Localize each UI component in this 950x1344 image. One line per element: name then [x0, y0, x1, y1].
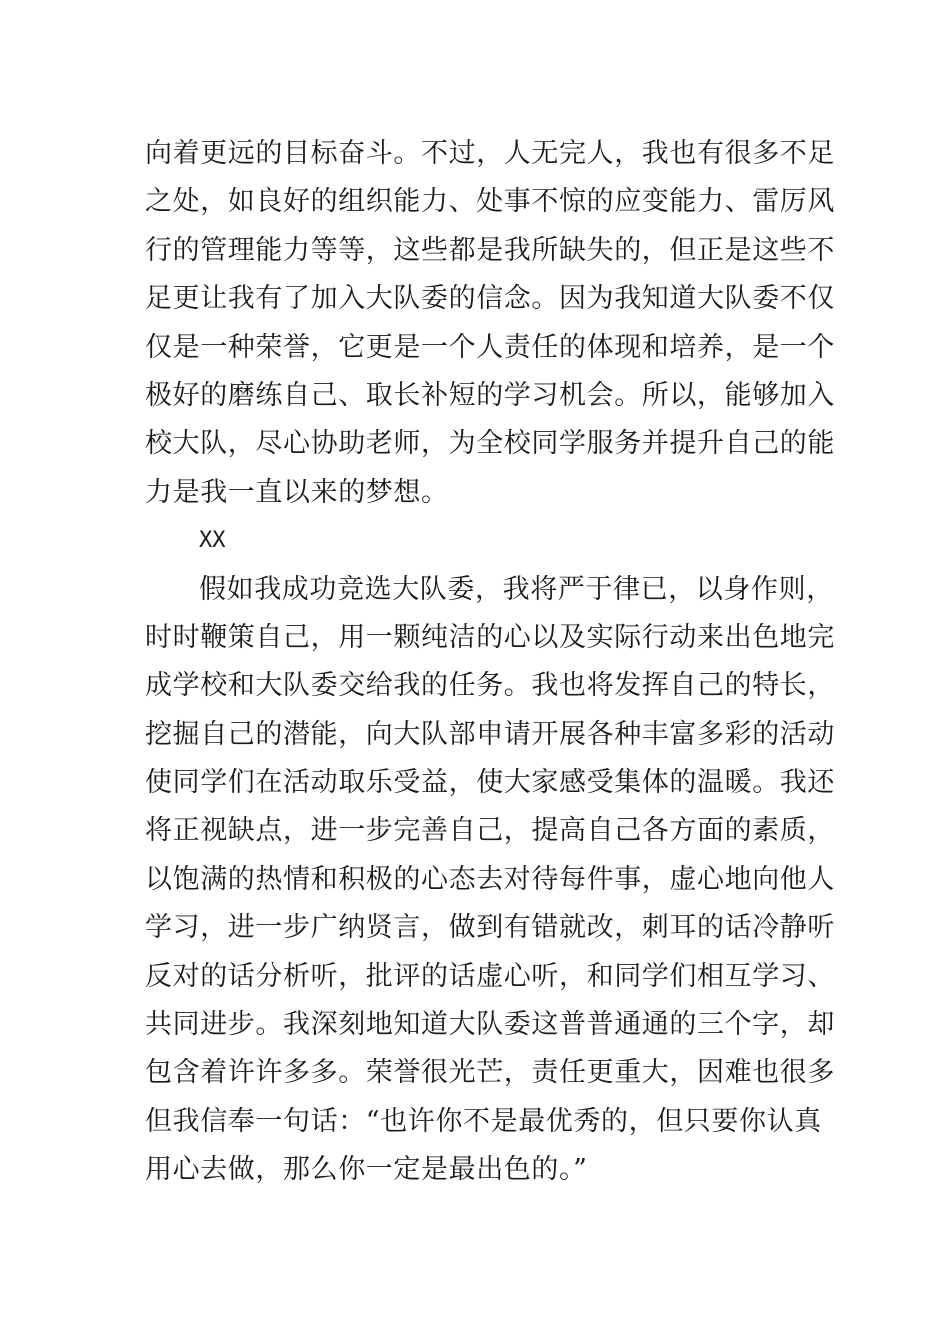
text-line: 挖掘自己的潜能，向大队部申请开展各种丰富多彩的活动	[145, 718, 835, 750]
text-line: 将正视缺点，进一步完善自己，提高自己各方面的素质，	[145, 815, 835, 847]
placeholder-label: XX	[199, 528, 226, 554]
text-line: 包含着许许多多。荣誉很光芒，责任更重大，因难也很多	[145, 1057, 835, 1089]
text-line: 使同学们在活动取乐受益，使大家感受集体的温暖。我还	[145, 767, 835, 799]
text-line: 但我信奉一句话：“也许你不是最优秀的，但只要你认真	[145, 1105, 822, 1137]
text-line: 学习，进一步广纳贤言，做到有错就改，刺耳的话冷静听	[145, 912, 835, 944]
text-line: 向着更远的目标奋斗。不过，人无完人，我也有很多不足	[145, 138, 835, 169]
text-line: 以饱满的热情和积极的心态去对待每件事，虚心地向他人	[145, 863, 835, 895]
text-line: 成学校和大队委交给我的任务。我也将发挥自己的特长，	[145, 670, 835, 702]
text-line: 之处，如良好的组织能力、处事不惊的应变能力、雷厉风	[145, 186, 835, 218]
paragraph-campaign-promise	[145, 566, 835, 1195]
text-line: 用心去做，那么你一定是最出色的。”	[145, 1154, 588, 1186]
text-line: 时时鞭策自己，用一颗纯洁的心以及实际行动来出色地完	[145, 621, 835, 653]
document-body	[145, 130, 835, 1195]
text-line: 仅是一种荣誉，它更是一个人责任的体现和培养，是一个	[145, 331, 835, 363]
text-line: 极好的磨练自己、取长补短的学习机会。所以，能够加入	[145, 379, 835, 411]
text-line: 假如我成功竞选大队委，我将严于律已，以身作则，	[199, 573, 834, 605]
text-line: 校大队，尽心协助老师，为全校同学服务并提升自己的能	[145, 428, 835, 460]
text-line: 行的管理能力等等，这些都是我所缺失的，但正是这些不	[145, 234, 835, 266]
text-line: 足更让我有了加入大队委的信念。因为我知道大队委不仅	[145, 283, 835, 315]
paragraph-continued	[145, 130, 835, 517]
text-line: 力是我一直以来的梦想。	[145, 476, 449, 508]
text-line: 反对的话分析听，批评的话虚心听，和同学们相互学习、	[145, 960, 835, 992]
text-line: 共同进步。我深刻地知道大队委这普普通通的三个字，却	[145, 1009, 835, 1041]
